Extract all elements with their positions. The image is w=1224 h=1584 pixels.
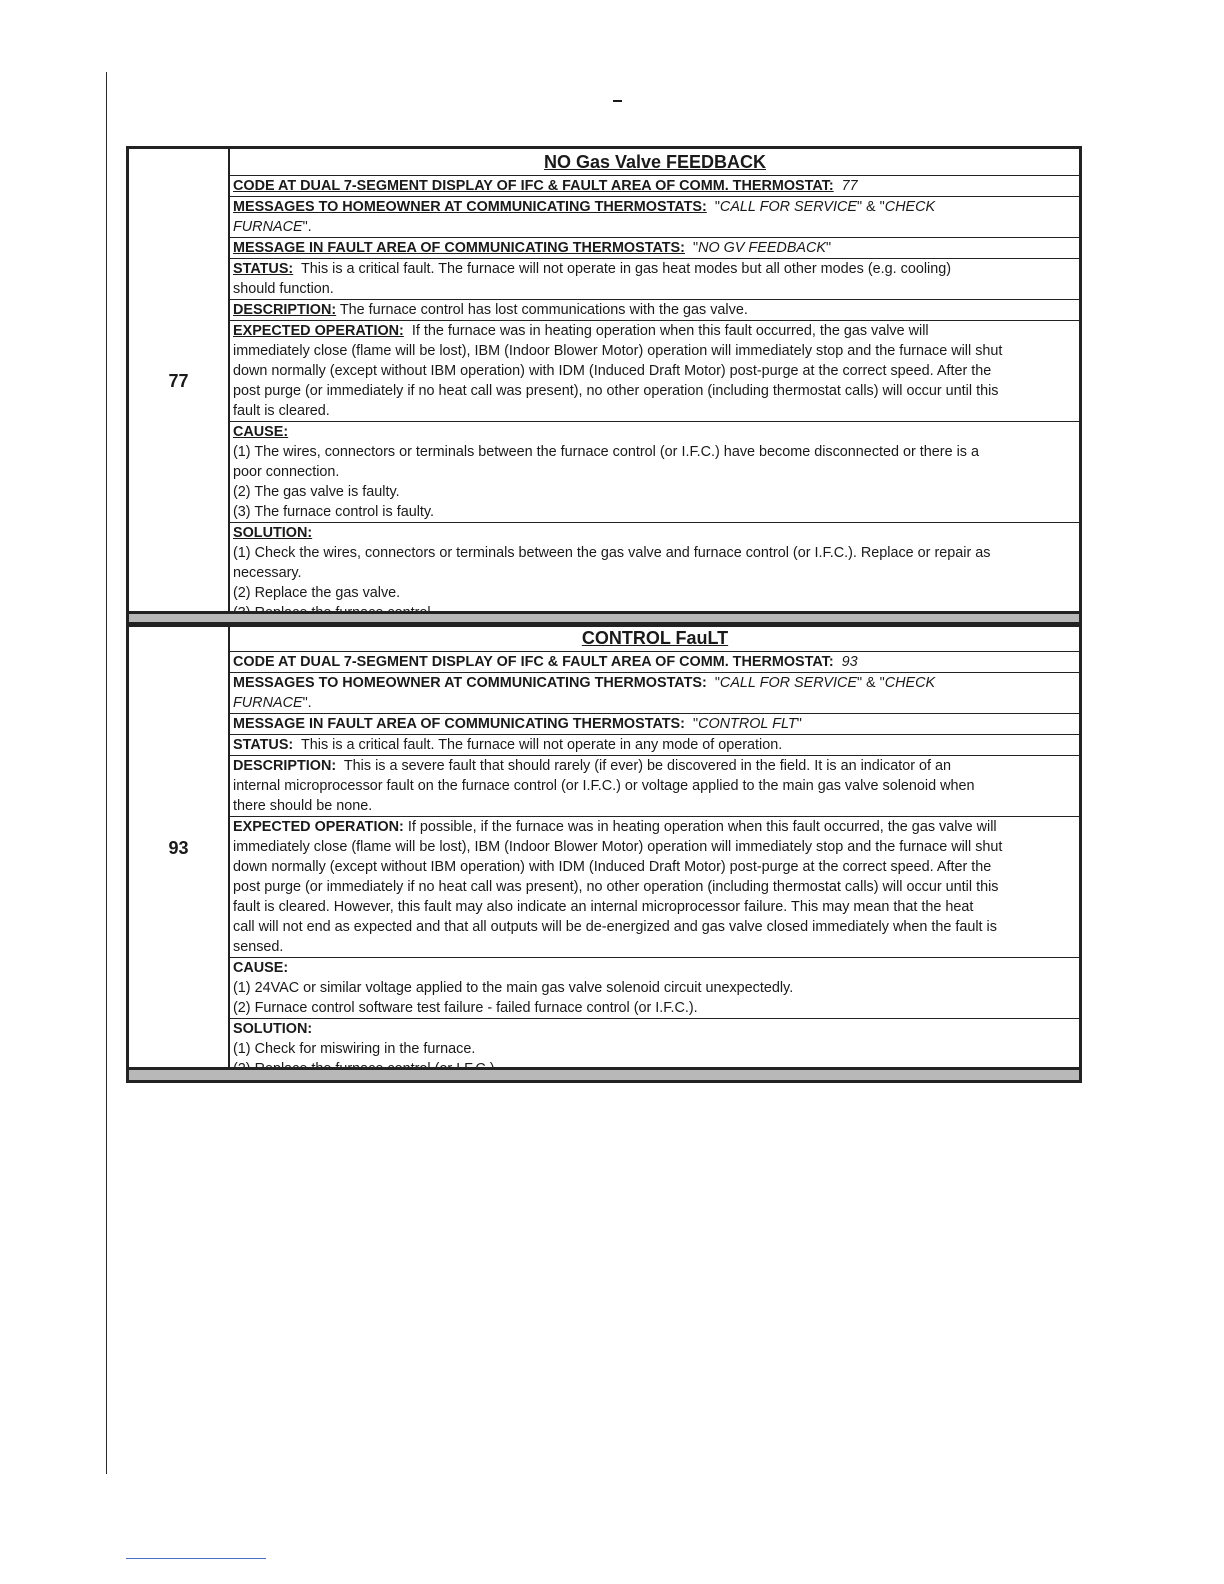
expected-text: sensed. [233, 939, 284, 955]
status-label: STATUS: [233, 261, 294, 277]
expected-text: down normally (except without IBM operation) with IDM (Induced Draft Motor) post-purge at the correct speed. After the [233, 363, 992, 379]
message-furnace: FURNACE [233, 219, 303, 235]
solution-label: SOLUTION: [233, 1021, 313, 1037]
code-column [129, 149, 230, 624]
quote: " [692, 240, 699, 256]
cause-text: (3) The furnace control is faulty. [233, 504, 435, 520]
expected-operation-row [230, 321, 1079, 422]
description-text: there should be none. [233, 798, 373, 814]
cause-text: (1) The wires, connectors or terminals between the furnace control (or I.F.C.) have become disconnected or there is a [233, 444, 980, 460]
code-label: CODE AT DUAL 7-SEGMENT DISPLAY OF IFC & FAULT AREA OF COMM. THERMOSTAT: [233, 178, 834, 194]
table-bottom-bar [129, 1067, 1079, 1080]
expected-text: post purge (or immediately if no heat call was present), no other operation (including thermostat calls) will occur until this [233, 879, 999, 895]
fault-message-row [230, 714, 1079, 735]
description-text: The furnace control has lost communications with the gas valve. [339, 302, 748, 318]
solution-text: (1) Check the wires, connectors or terminals between the gas valve and furnace control (or I.F.C.). Replace or repair as [233, 545, 991, 561]
solution-label: SOLUTION: [233, 525, 313, 541]
expected-text: immediately close (flame will be lost), IBM (Indoor Blower Motor) operation will immediately stop and the furnace will shut [233, 839, 1003, 855]
description-row [230, 756, 1079, 817]
messages-label: MESSAGES TO HOMEOWNER AT COMMUNICATING THERMOSTATS: [233, 199, 707, 215]
expected-text: fault is cleared. However, this fault may also indicate an internal microprocessor failure. This may mean that the heat [233, 899, 974, 915]
cause-text: poor connection. [233, 464, 340, 480]
message-check: CHECK [884, 675, 936, 691]
code-value: 93 [841, 654, 858, 670]
code-row [230, 176, 1079, 197]
cause-row [230, 958, 1079, 1019]
description-row [230, 300, 1079, 321]
message-call-for-service: CALL FOR SERVICE [719, 675, 857, 691]
message-end: ". [302, 219, 312, 235]
content-column [230, 149, 1079, 624]
solution-text: (1) Check for miswiring in the furnace. [233, 1041, 476, 1057]
description-text: internal microprocessor fault on the furnace control (or I.F.C.) or voltage applied to the main gas valve solenoid when [233, 778, 975, 794]
solution-row [230, 523, 1079, 623]
status-row [230, 259, 1079, 300]
fault-message: NO GV FEEDBACK [698, 240, 827, 256]
fault-title-row [230, 149, 1079, 176]
expected-text: immediately close (flame will be lost), IBM (Indoor Blower Motor) operation will immediately stop and the furnace will shut [233, 343, 1003, 359]
header-dash [613, 100, 622, 102]
description-label: DESCRIPTION: [233, 758, 337, 774]
code-row [230, 652, 1079, 673]
fault-table-93 [126, 622, 1082, 1083]
cause-label: CAUSE: [233, 424, 289, 440]
fault-title: CONTROL FauLT [581, 628, 729, 648]
cause-label: CAUSE: [233, 960, 289, 976]
expected-text: call will not end as expected and that all outputs will be de-energized and gas valve closed immediately when the fault is [233, 919, 997, 935]
cause-text: (2) The gas valve is faulty. [233, 484, 400, 500]
messages-row [230, 197, 1079, 238]
message-separator: " & " [856, 675, 885, 691]
cause-text: (2) Furnace control software test failure - failed furnace control (or I.F.C.). [233, 1000, 698, 1016]
status-row [230, 735, 1079, 756]
expected-operation-row [230, 817, 1079, 958]
status-text: should function. [233, 281, 334, 297]
fault-title: NO Gas Valve FEEDBACK [543, 152, 767, 172]
expected-text: fault is cleared. [233, 403, 330, 419]
cause-row [230, 422, 1079, 523]
quote: " [714, 199, 720, 215]
footnote-rule [126, 1558, 266, 1559]
status-text: This is a critical fault. The furnace will not operate in gas heat modes but all other modes (e.g. cooling) [300, 261, 952, 277]
message-separator: " & " [856, 199, 885, 215]
description-text: This is a severe fault that should rarely (if ever) be discovered in the field. It is an indicator of an [343, 758, 951, 774]
fault-message: CONTROL FLT [698, 716, 797, 732]
quote: " [826, 240, 832, 256]
messages-row [230, 673, 1079, 714]
message-call-for-service: CALL FOR SERVICE [719, 199, 857, 215]
cause-text: (1) 24VAC or similar voltage applied to the main gas valve solenoid circuit unexpectedly. [233, 980, 794, 996]
expected-operation-label: EXPECTED OPERATION: [233, 323, 404, 339]
quote: " [714, 675, 720, 691]
code-value: 77 [841, 178, 858, 194]
code-label: CODE AT DUAL 7-SEGMENT DISPLAY OF IFC & FAULT AREA OF COMM. THERMOSTAT: [233, 654, 834, 670]
expected-text: down normally (except without IBM operation) with IDM (Induced Draft Motor) post-purge at the correct speed. After the [233, 859, 992, 875]
expected-text: post purge (or immediately if no heat call was present), no other operation (including thermostat calls) will occur until this [233, 383, 999, 399]
status-text: This is a critical fault. The furnace will not operate in any mode of operation. [300, 737, 783, 753]
solution-text: (2) Replace the gas valve. [233, 585, 401, 601]
fault-message-row [230, 238, 1079, 259]
fault-message-label: MESSAGE IN FAULT AREA OF COMMUNICATING THERMOSTATS: [233, 240, 685, 256]
code-column [129, 625, 230, 1080]
message-check: CHECK [884, 199, 936, 215]
expected-operation-label: EXPECTED OPERATION: [233, 819, 404, 835]
fault-table-77 [126, 146, 1082, 627]
fault-title-row [230, 625, 1079, 652]
fault-code: 77 [168, 371, 189, 391]
fault-message-label: MESSAGE IN FAULT AREA OF COMMUNICATING THERMOSTATS: [233, 716, 685, 732]
quote: " [692, 716, 699, 732]
status-label: STATUS: [233, 737, 294, 753]
message-end: ". [302, 695, 312, 711]
expected-text: If possible, if the furnace was in heating operation when this fault occurred, the gas valve will [407, 819, 997, 835]
solution-text: necessary. [233, 565, 302, 581]
expected-text: If the furnace was in heating operation when this fault occurred, the gas valve will [411, 323, 929, 339]
quote: " [796, 716, 802, 732]
margin-rule [106, 72, 107, 1474]
message-furnace: FURNACE [233, 695, 303, 711]
messages-label: MESSAGES TO HOMEOWNER AT COMMUNICATING THERMOSTATS: [233, 675, 707, 691]
content-column [230, 625, 1079, 1080]
fault-code: 93 [168, 838, 189, 858]
description-label: DESCRIPTION: [233, 302, 337, 318]
